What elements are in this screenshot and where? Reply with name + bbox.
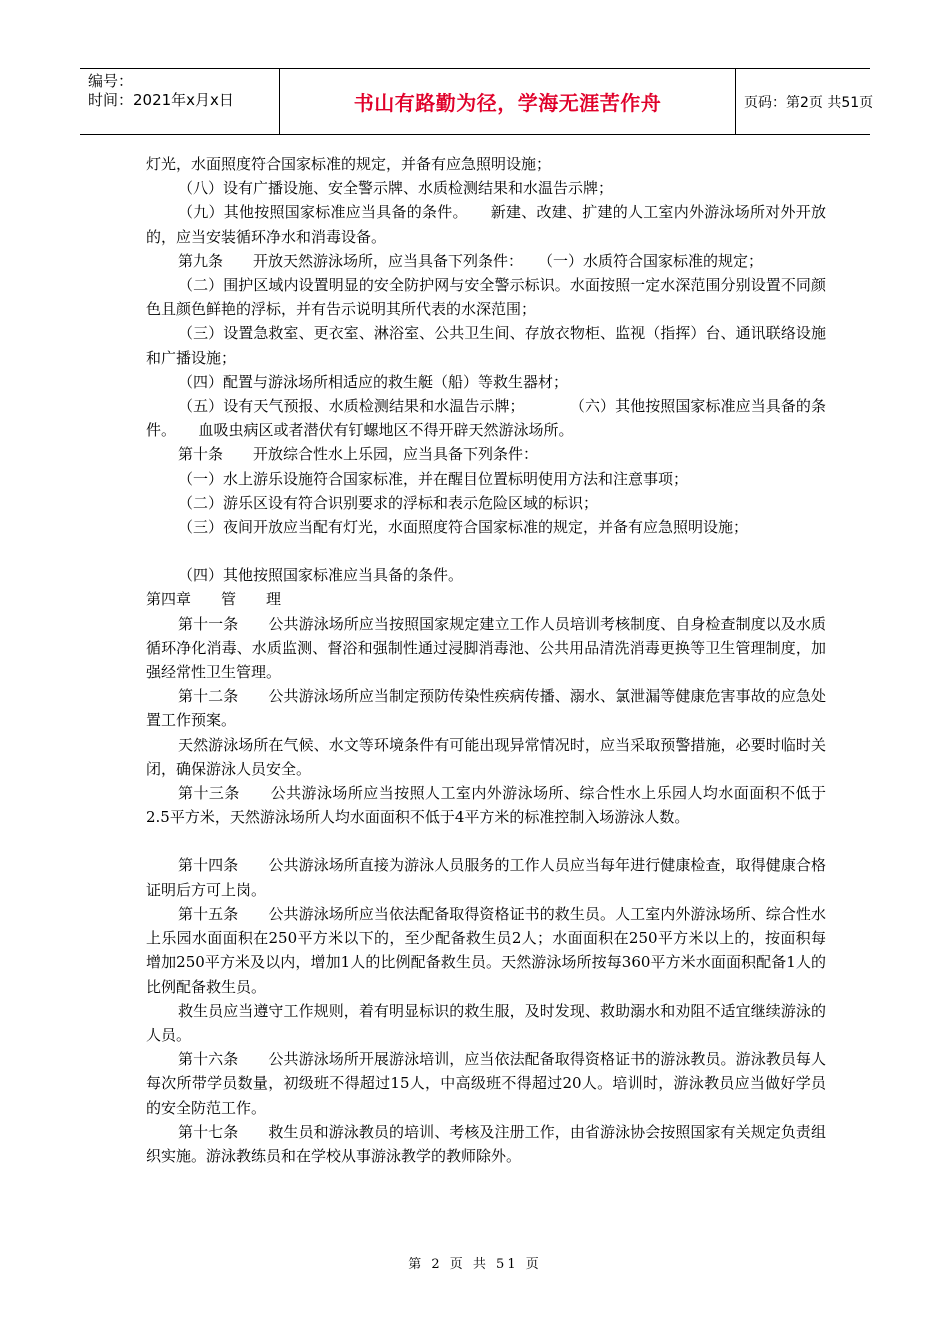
paragraph: （三）设置急救室、更衣室、淋浴室、公共卫生间、存放衣物柜、监视（指挥）台、通讯联络设施和广播设施； [146,324,826,367]
paragraph: （四）其他按照国家标准应当具备的条件。 [178,566,464,585]
article-heading-17: 第十七条 救生员和游泳教员的培训、考核及注册工作，由省游泳协会按照国家有关规定负责组织实施。游泳教练员和在学校从事游泳教学的教师除外。 [146,1122,826,1165]
article-heading-16: 第十六条 公共游泳场所开展游泳培训，应当依法配备取得资格证书的游泳教员。游泳教员每人每次所带学员数量，初级班不得超过15人，中高级班不得超过20人。培训时，游泳教员应当做好学员的安全防范工作。 [146,1050,826,1117]
page-header [80,68,874,135]
document-date-label: 时间：2021年x月x日 [88,91,234,109]
article-heading-12: 第十二条 公共游泳场所应当制定预防传染性疾病传播、溺水、氯泄漏等健康危害事故的应急处置工作预案。 [146,687,826,730]
article-heading-11: 第十一条 公共游泳场所应当按照国家规定建立工作人员培训考核制度、自身检查制度以及水质循环净化消毒、水质监测、督浴和强制性通过浸脚消毒池、公共用品清洗消毒更换等卫生管理制度，加强经常性卫生管理。 [146,614,826,682]
article-heading-9: 第九条 开放天然游泳场所，应当具备下列条件： （一）水质符合国家标准的规定； [178,251,764,270]
paragraph: （三）夜间开放应当配有灯光，水面照度符合国家标准的规定，并备有应急照明设施； [178,518,749,537]
paragraph: （二）围护区域内设置明显的安全防护网与安全警示标识。水面按照一定水深范围分别设置不同颜色且颜色鲜艳的浮标，并有告示说明其所代表的水深范围； [146,276,826,319]
paragraph: 天然游泳场所在气候、水文等环境条件有可能出现异常情况时，应当采取预警措施，必要时临时关闭，确保游泳人员安全。 [146,735,826,778]
paragraph: （五）设有天气预报、水质检测结果和水温告示牌； （六）其他按照国家标准应当具备的条件。 血吸虫病区或者潜伏有钉螺地区不得开辟天然游泳场所。 [146,397,826,440]
header-page-code: 页码：第2页 共51页 [744,94,874,111]
paragraph: （四）配置与游泳场所相适应的救生艇（船）等救生器材； [178,372,569,391]
article-heading-14: 第十四条 公共游泳场所直接为游泳人员服务的工作人员应当每年进行健康检查，取得健康合格证明后方可上岗。 [146,856,826,899]
page-footer: 第 2 页 共 51 页 [408,1257,542,1272]
paragraph: （八）设有广播设施、安全警示牌、水质检测结果和水温告示牌； [178,179,614,198]
paragraph: （二）游乐区设有符合识别要求的浮标和表示危险区域的标识； [178,493,599,512]
chapter-heading: 第四章 管 理 [146,590,282,609]
header-motto: 书山有路勤为径，学海无涯苦作舟 [280,69,736,134]
article-heading-15: 第十五条 公共游泳场所应当依法配备取得资格证书的救生员。人工室内外游泳场所、综合性水上乐园水面面积在250平方米以下的，至少配备救生员2人；水面面积在250平方米以上的，按面积每增加250平方米及以内，增加1人的比例配备救生员。天然游泳场所按每360平方米水面面积配备1人的比例配备救生员。 [146,904,826,996]
document-body [146,152,826,1168]
document-number-label: 编号： [88,72,134,90]
paragraph: （一）水上游乐设施符合国家标准，并在醒目位置标明使用方法和注意事项； [178,469,689,488]
paragraph: （九）其他按照国家标准应当具备的条件。 新建、改建、扩建的人工室内外游泳场所对外开放的，应当安装循环净水和消毒设备。 [146,203,826,246]
article-heading-10: 第十条 开放综合性水上乐园，应当具备下列条件： [178,445,539,464]
paragraph: 灯光，水面照度符合国家标准的规定，并备有应急照明设施； [146,155,552,173]
article-heading-13: 第十三条 公共游泳场所应当按照人工室内外游泳场所、综合性水上乐园人均水面面积不低于2.5平方米，天然游泳场所人均水面面积不低于4平方米的标准控制入场游泳人数。 [146,784,826,827]
paragraph: 救生员应当遵守工作规则，着有明显标识的救生服，及时发现、救助溺水和劝阻不适宜继续游泳的人员。 [146,1001,826,1044]
header-meta [80,69,280,134]
